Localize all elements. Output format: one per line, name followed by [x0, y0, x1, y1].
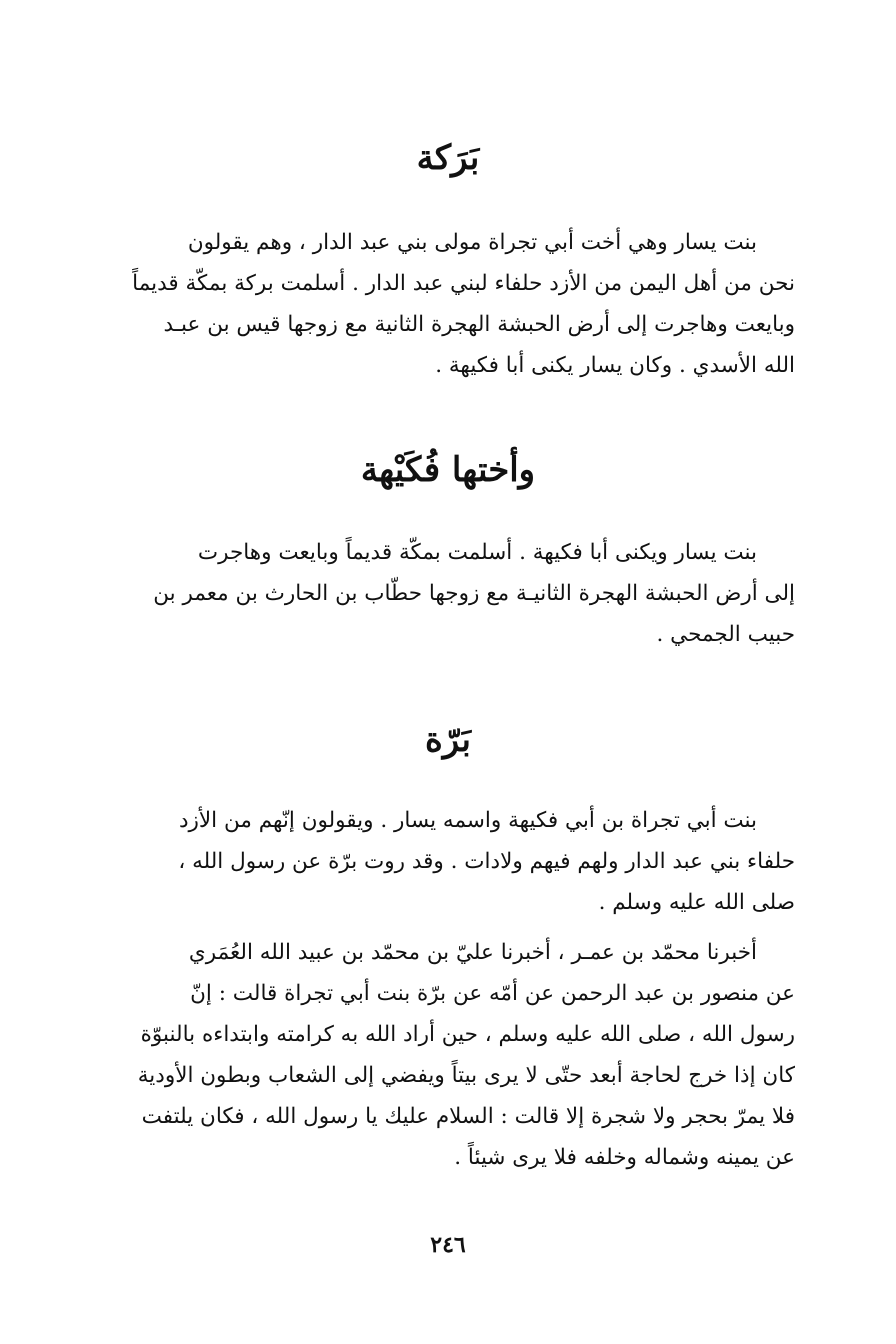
section-heading-barra: بَرّة: [424, 720, 472, 760]
text-line: الله الأسدي . وكان يسار يكنى أبا فكيهة .: [435, 353, 795, 378]
text-line: حلفاء بني عبد الدار ولهم فيهم ولادات . وقد روت برّة عن رسول الله ،: [178, 849, 795, 874]
paragraph-barra-bio: [92, 800, 795, 923]
text-line: بنت أبي تجراة بن أبي فكيهة واسمه يسار . ويقولون إنّهم من الأزد: [178, 808, 757, 833]
paragraph-barra-hadith: [92, 932, 795, 1178]
text-line: رسول الله ، صلى الله عليه وسلم ، حين أراد الله به كرامته وابتداءه بالنبوّة: [140, 1022, 795, 1047]
section-heading-fukayha: وأختها فُكَيْهة: [360, 450, 536, 490]
page-number: ٢٤٦: [430, 1232, 466, 1258]
text-line: عن منصور بن عبد الرحمن عن أمّه عن برّة بنت أبي تجراة قالت : إنّ: [190, 981, 795, 1006]
text-line: صلى الله عليه وسلم .: [598, 890, 795, 915]
text-line: عن يمينه وشماله وخلفه فلا يرى شيئاً .: [454, 1145, 795, 1170]
text-line: حبيب الجمحي .: [656, 622, 795, 647]
text-line: كان إذا خرج لحاجة أبعد حتّى لا يرى بيتاً ويفضي إلى الشعاب وبطون الأودية: [137, 1063, 795, 1088]
text-line: فلا يمرّ بحجر ولا شجرة إلا قالت : السلام عليك يا رسول الله ، فكان يلتفت: [141, 1104, 795, 1129]
text-line: وبايعت وهاجرت إلى أرض الحبشة الهجرة الثانية مع زوجها قيس بن عبـد: [163, 312, 795, 337]
paragraph-fukayha: [92, 532, 795, 655]
text-line: إلى أرض الحبشة الهجرة الثانيـة مع زوجها حطّاب بن الحارث بن معمر بن: [153, 581, 795, 606]
paragraph-baraka: [92, 222, 795, 386]
text-line: أخبرنا محمّد بن عمـر ، أخبرنا عليّ بن محمّد بن عبيد الله العُمَري: [188, 940, 757, 965]
section-heading-baraka: بَرَكة: [416, 138, 480, 178]
text-line: نحن من أهل اليمن من الأزد حلفاء لبني عبد الدار . أسلمت بركة بمكّة قديماً: [132, 271, 795, 296]
text-line: بنت يسار وهي أخت أبي تجراة مولى بني عبد الدار ، وهم يقولون: [187, 230, 757, 255]
text-line: بنت يسار ويكنى أبا فكيهة . أسلمت بمكّة قديماً وبايعت وهاجرت: [197, 540, 757, 565]
